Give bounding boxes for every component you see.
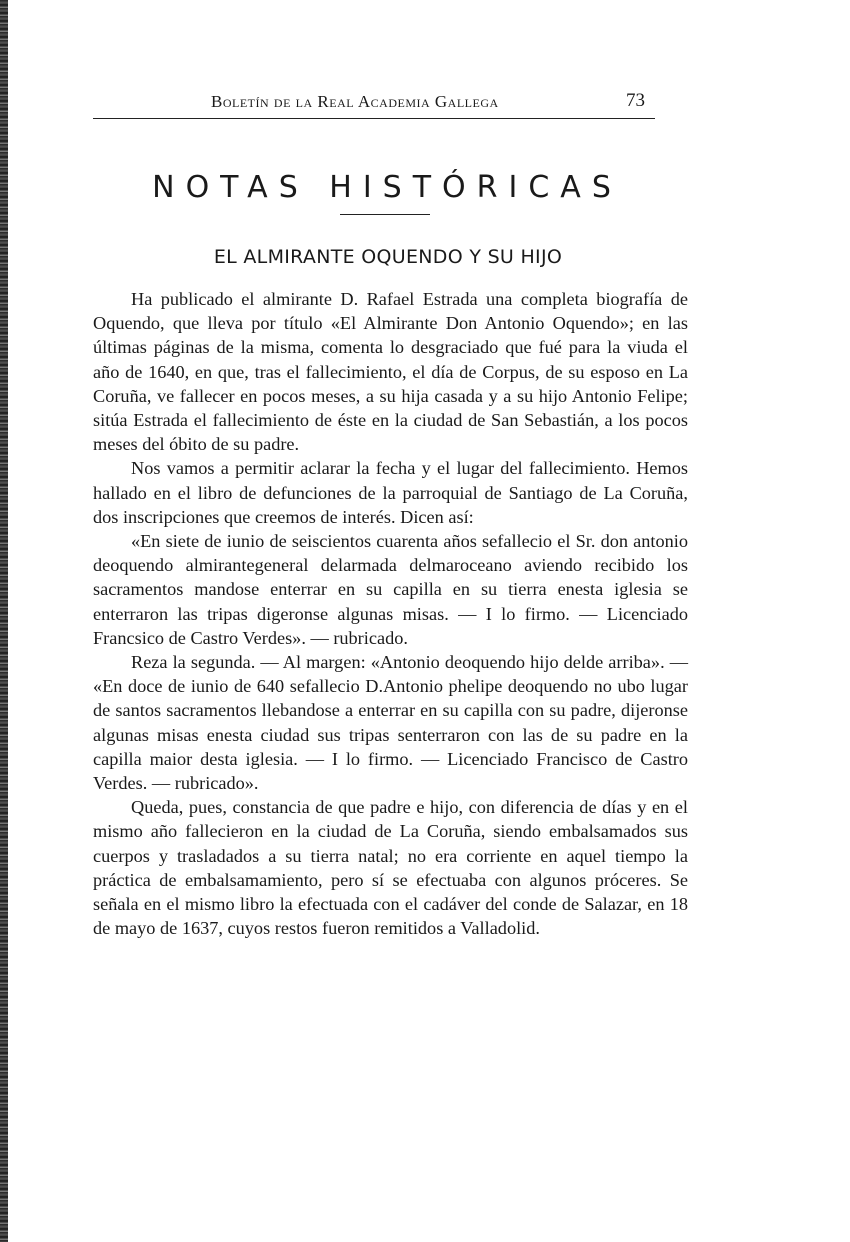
paragraph-conclusion: Queda, pues, constancia de que padre e hijo, con diferencia de días y en el mismo año fallecieron en la ciudad de La Coruña, siendo embalsamados sus cuerpos y trasladados a su tierra natal; no era corriente en aquel tiempo la práctica de embalsamamiento, pero sí se efectuaba con algunos próceres. Se señala en el mismo libro la efectuada con el cadáver del conde de Salazar, en 18 de mayo de 1637, cuyos restos fueron remitidos a Valladolid. — [93, 797, 688, 939]
section-title: NOTAS HISTÓRICAS — [152, 170, 622, 205]
paragraph-first-record: «En siete de iunio de seiscientos cuarenta años sefallecio el Sr. don antonio deoquendo almirantegeneral delarmada delmaroceano aviendo recibido los sacramentos mandose enterrar en su capilla en su tierra enesta iglesia se enterraron las tripas digeronse algunas misas. — I lo firmo. — Licenciado Francsico de Castro Verdes». — rubricado. — [93, 531, 688, 648]
title-divider — [340, 214, 430, 215]
article-title: EL ALMIRANTE OQUENDO Y SU HIJO — [213, 246, 563, 268]
running-head: Boletín de la Real Academia Gallega — [211, 92, 499, 111]
page-number: 73 — [626, 90, 645, 111]
article-body — [93, 287, 688, 940]
paragraph-intro: Ha publicado el almirante D. Rafael Estrada una completa biografía de Oquendo, que lleva por título «El Almirante Don Antonio Oquendo»; en las últimas páginas de la misma, comenta lo desgraciado que fué para la viuda el año de 1640, en que, tras el fallecimiento, el día de Corpus, de su esposo en La Coruña, ve fallecer en pocos meses, a su hija casada y a su hijo Antonio Felipe; sitúa Estrada el fallecimiento de éste en la ciudad de San Sebastián, a los pocos meses del óbito de su padre. — [93, 289, 688, 455]
paragraph-second-record: Reza la segunda. — Al margen: «Antonio deoquendo hijo delde arriba». — «En doce de iunio de 640 sefallecio D.Antonio phelipe deoquendo no ubo lugar de santos sacramentos llebandose a enterrar en su capilla con su padre, dijeronse algunas misas enesta ciudad sus tripas senterraron con las de su padre en la capilla maior desta iglesia. — I lo firmo. — Licenciado Francisco de Castro Verdes. — rubricado». — [93, 652, 688, 794]
page-header — [93, 88, 655, 119]
paragraph-clarification: Nos vamos a permitir aclarar la fecha y el lugar del fallecimiento. Hemos hallado en el libro de defunciones de la parroquial de Santiago de La Coruña, dos inscripciones que creemos de interés. Dicen así: — [93, 458, 688, 527]
